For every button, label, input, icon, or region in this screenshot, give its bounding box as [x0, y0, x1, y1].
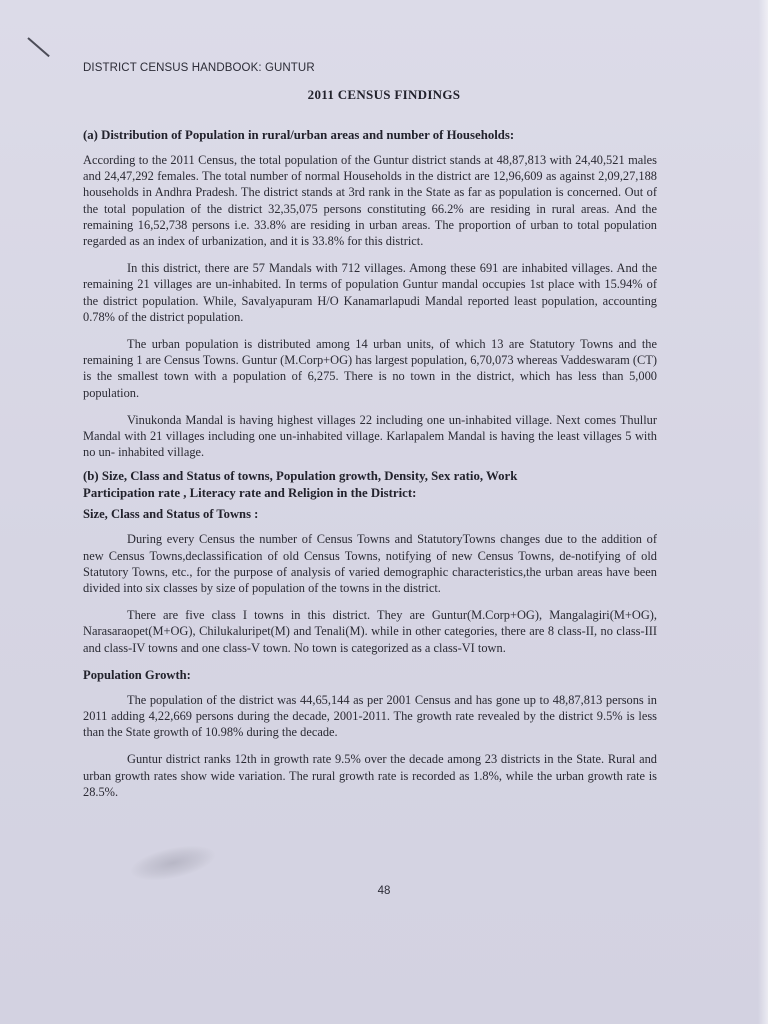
page-title: 2011 CENSUS FINDINGS	[307, 87, 461, 102]
pen-mark	[27, 37, 49, 57]
page-edge	[758, 0, 768, 1024]
paragraph: The population of the district was 44,65,144 as per 2001 Census and has gone up to 48,87,813 persons in 2011 adding 4,22,669 persons during the decade, 2001-2011. The growth rate revealed by the district 9.5% is less than the State growth of 10.98% during the decade.	[83, 692, 657, 740]
paragraph: During every Census the number of Census Towns and StatutoryTowns changes due to the addition of new Census Towns,declassification of old Census Towns, notifying of new Census Towns, de-notifying of old Statutory Towns, etc., for the purpose of analysis of varied demographic characteristics,the urban areas have been divided into six classes by size of population of the towns in the district.	[83, 532, 657, 596]
paragraph: Guntur district ranks 12th in growth rate 9.5% over the decade among 23 districts in the State. Rural and urban growth rates show wide variation. The rural growth rate is recorded as 1.8%, while the urban growth rate is 28.5%.	[83, 752, 657, 799]
paragraph: There are five class I towns in this district. They are Guntur(M.Corp+OG), Mangalagiri(M+OG), Narasaraopet(M+OG), Chilukaluripet(M) and Tenali(M). while in other categories, there are 8 class-II, no class-III and class-IV towns and one class-V town. No town is categorized as a class-VI town.	[83, 608, 657, 655]
page-number: 48	[377, 885, 391, 897]
running-header: DISTRICT CENSUS HANDBOOK: GUNTUR	[83, 62, 315, 74]
page-body	[83, 127, 657, 800]
paragraph: The urban population is distributed among 14 urban units, of which 13 are Statutory Towns and the remaining 1 are Census Towns. Guntur (M.Corp+OG) has largest population, 6,70,073 whereas Vaddeswaram (CT) is the smallest town with a population of 6,275. There is no town in the district, which has less than 5,000 population.	[83, 337, 657, 400]
section-a-heading: (a) Distribution of Population in rural/urban areas and number of Households:	[83, 128, 515, 142]
section-b-heading-line1: (b) Size, Class and Status of towns, Population growth, Density, Sex ratio, Work	[83, 469, 518, 484]
subheading-size-class-status: Size, Class and Status of Towns :	[83, 507, 259, 522]
subheading-population-growth: Population Growth:	[83, 667, 191, 682]
paragraph: According to the 2011 Census, the total population of the Guntur district stands at 48,87,813 with 24,40,521 males and 24,47,292 females. The total number of normal Households in the district are 12,96,609 as against 2,09,27,188 households in Andhra Pradesh. The district stands at 3rd rank in the State as far as population is concerned. Out of the total population of the district 32,35,075 persons constituting 66.2% are residing in rural areas. And the remaining 16,52,738 persons i.e. 33.8% are residing in urban areas. The proportion of urban to total population regarded as an index of urbanization, and it is 33.8% for this district.	[83, 153, 657, 249]
paragraph: In this district, there are 57 Mandals with 712 villages. Among these 691 are inhabited villages. And the remaining 21 villages are un-inhabited. In terms of population Guntur mandal occupies 1st place with 15.94% of the district population. While, Savalyapuram H/O Kanamarlapudi Mandal reported least population, accounting 0.78% of the district population.	[83, 261, 657, 324]
ink-smudge	[128, 839, 218, 886]
section-b-heading-line2: Participation rate , Literacy rate and Religion in the District:	[83, 486, 417, 501]
paragraph: Vinukonda Mandal is having highest villages 22 including one un-inhabited village. Next comes Thullur Mandal with 21 villages including one un-inhabited village. Karlapalem Mandal is having the least villages 5 with no un- inhabited village.	[83, 412, 657, 460]
